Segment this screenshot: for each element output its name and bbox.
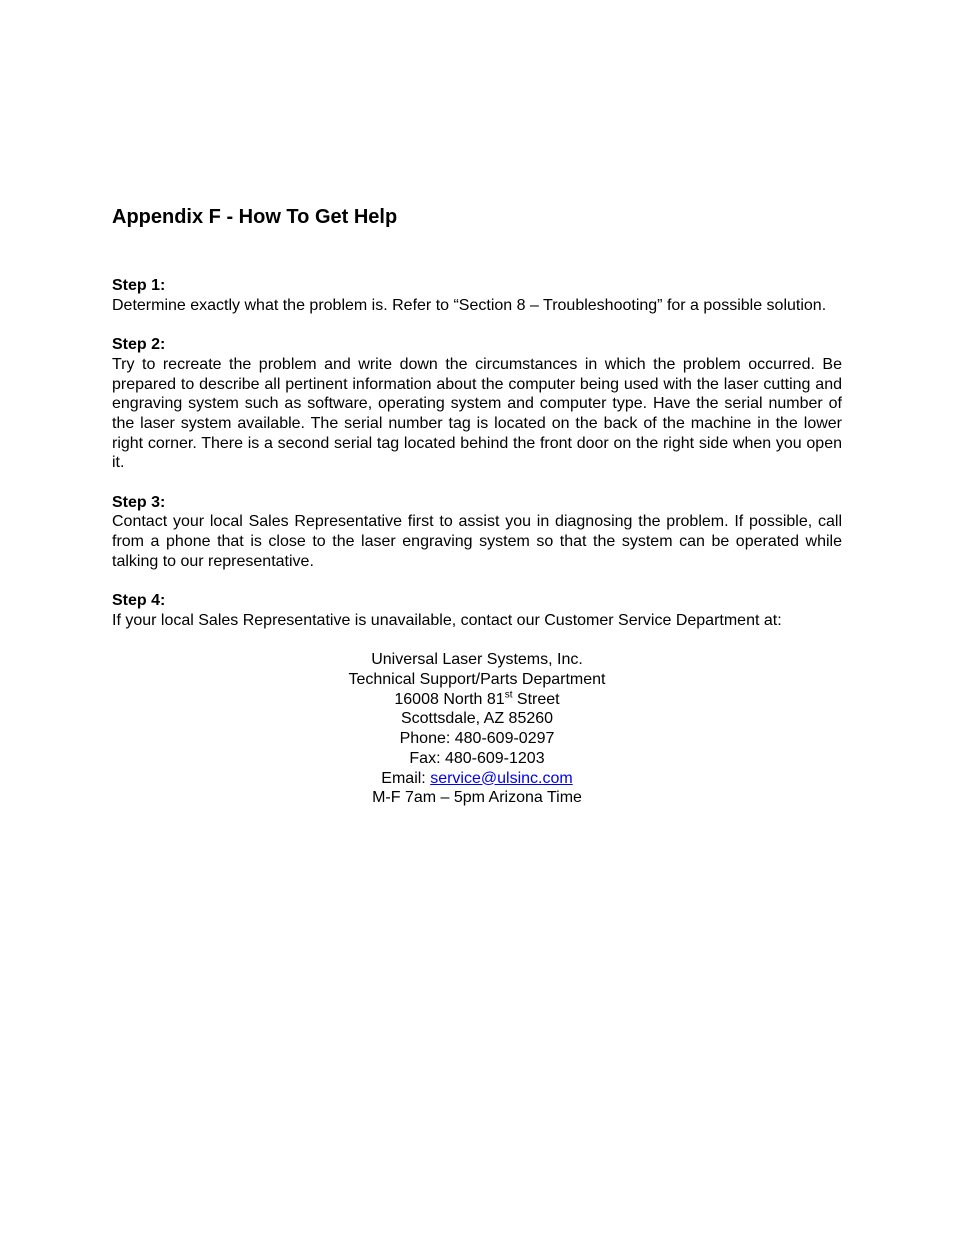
step-2 (112, 335, 842, 473)
step-4 (112, 591, 842, 630)
office-hours: M-F 7am – 5pm Arizona Time (372, 789, 582, 807)
email-link[interactable]: service@ulsinc.com (430, 769, 573, 787)
contact-address (112, 650, 842, 808)
street-suffix: Street (512, 690, 560, 708)
step-body: Contact your local Sales Representative first to assist you in diagnosing the problem. If possible, call from a phone that is close to the laser engraving system so that the system can be operated while talking to our representative. (112, 513, 842, 570)
step-heading: Step 4: (112, 592, 166, 610)
department-name: Technical Support/Parts Department (348, 671, 606, 688)
step-body: Determine exactly what the problem is. Refer to “Section 8 – Troubleshooting” for a possible solution. (112, 296, 827, 314)
step-heading: Step 2: (112, 336, 166, 354)
company-name: Universal Laser Systems, Inc. (371, 651, 583, 669)
step-heading: Step 1: (112, 277, 166, 294)
city-state-zip: Scottsdale, AZ 85260 (400, 710, 554, 728)
step-heading: Step 3: (112, 493, 166, 511)
street-ordinal: st (504, 689, 513, 701)
step-1 (112, 276, 842, 315)
email-label: Email: (381, 769, 431, 787)
steps-list (112, 276, 842, 631)
phone-number: Phone: 480-609-0297 (399, 730, 555, 748)
step-body: Try to recreate the problem and write down the circumstances in which the problem occurred. Be prepared to describe all pertinent information about the computer being used with the laser cutting and engraving system such as software, operating system and computer type. Have the serial number of the laser system available. The serial number tag is located on the back of the machine in the lower right corner. There is a second serial tag located behind the front door on the right side when you open it. (112, 355, 842, 472)
street-address (112, 690, 842, 710)
page-title: Appendix F - How To Get Help (112, 206, 398, 228)
email-line (112, 769, 842, 789)
fax-number: Fax: 480-609-1203 (409, 749, 545, 767)
document-page (112, 203, 842, 808)
step-body: If your local Sales Representative is unavailable, contact our Customer Service Department at: (112, 611, 782, 629)
step-3 (112, 493, 842, 572)
street-prefix: 16008 North 81 (394, 690, 505, 708)
